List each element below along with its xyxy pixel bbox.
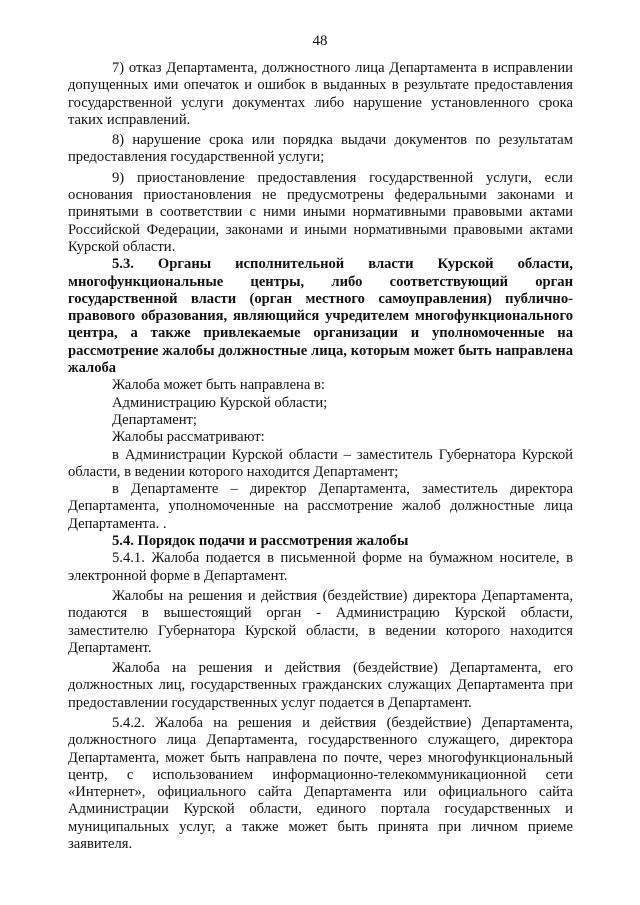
paragraph-item-7: 7) отказ Департамента, должностного лица Департамента в исправлении допущенных ими опечаток и ошибок в выданных в результате предоставления государственной услуги документах либо нарушение установленного срока таких исправлений.	[68, 60, 573, 128]
complaint-target-department: Департамент;	[112, 411, 197, 428]
paragraph-officials-complaints: Жалоба на решения и действия (бездействие) Департамента, его должностных лиц, государственных гражданских служащих Департамента при предоставлении государственных услуг подается в Департамент.	[68, 660, 573, 711]
reviewer-administration: в Администрации Курской области – заместитель Губернатора Курской области, в ведении которого находится Департамент;	[68, 446, 573, 480]
complaint-target-administration: Администрацию Курской области;	[112, 394, 328, 411]
paragraph-item-8: 8) нарушение срока или порядка выдачи документов по результатам предоставления государственной услуги;	[68, 132, 573, 166]
paragraph-5-4-2: 5.4.2. Жалоба на решения и действия (бездействие) Департамента, должностного лица Департамента, государственного служащего, директора Департамента, может быть направлена по почте, через многофункциональный центр, с использованием информационно-телекоммуникационной сети «Интернет», официального сайта Департамента или официального сайта Администрации Курской области, единого портала государственных и муниципальных услуг, а также может быть принята при личном приеме заявителя.	[68, 714, 573, 853]
complaint-directed-intro: Жалоба может быть направлена в:	[112, 377, 325, 394]
page-number: 48	[312, 33, 328, 49]
paragraph-5-4-1: 5.4.1. Жалоба подается в письменной форме на бумажном носителе, в электронной форме в Департамент.	[68, 550, 573, 584]
complaint-reviewers-intro: Жалобы рассматривают:	[112, 429, 265, 446]
paragraph-item-9: 9) приостановление предоставления государственной услуги, если основания приостановления не предусмотрены федеральными законами и принятыми в соответствии с ними иными нормативными правовыми актами Российской Федерации, законами и иными нормативными правовыми актами Курской области.	[68, 169, 573, 255]
document-body	[68, 60, 573, 853]
section-heading-5-3: 5.3. Органы исполнительной власти Курской области, многофункциональные центры, либо соответствующий орган государственной власти (орган местного самоуправления) публично-правового образования, являющийся учредителем многофункционального центра, а также привлекаемые организации и уполномоченные на рассмотрение жалобы должностные лица, которым может быть направлена жалоба	[68, 256, 573, 377]
section-heading-5-4: 5.4. Порядок подачи и рассмотрения жалобы	[112, 533, 409, 550]
paragraph-director-complaints: Жалобы на решения и действия (бездействие) директора Департамента, подаются в вышестоящий орган - Администрацию Курской области, заместителю Губернатора Курской области, в ведении которого находится Департамент.	[68, 587, 573, 656]
reviewer-department: в Департаменте – директор Департамента, заместитель директора Департамента, уполномоченные на рассмотрение жалоб должностные лица Департамента. .	[68, 481, 573, 532]
